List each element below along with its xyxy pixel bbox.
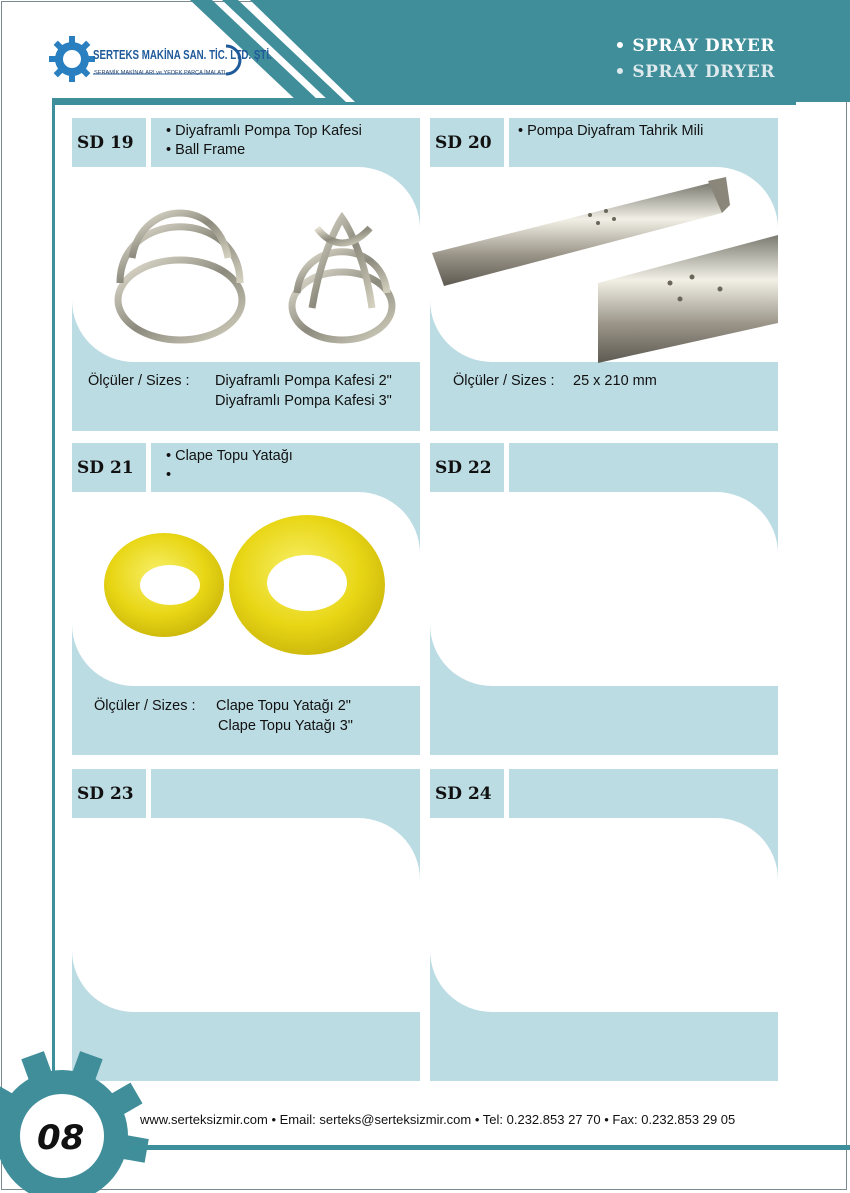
logo-tagline: SERAMİK MAKİNALARI ve YEDEK PARÇA İMALATI (94, 70, 226, 76)
header-title-line2: • SPRAY DRYER (614, 62, 775, 82)
size-value: Clape Topu Yatağı 3" (218, 718, 353, 734)
product-sizes (88, 371, 392, 409)
bullet-line: • Diyaframlı Pompa Top Kafesi (166, 123, 362, 139)
footer-divider (130, 1145, 850, 1150)
product-panel-sd22 (430, 443, 778, 755)
bullet-line: • Pompa Diyafram Tahrik Mili (518, 123, 704, 139)
sizes-label: Ölçüler / Sizes : (453, 373, 555, 389)
panel-image-area (430, 492, 778, 686)
sizes-label: Ölçüler / Sizes : (94, 698, 196, 714)
bullet-line: • Clape Topu Yatağı (166, 448, 293, 464)
product-panel-sd19 (72, 118, 420, 431)
yellow-seat-rings-photo (100, 515, 400, 665)
bullet-line: • (166, 467, 172, 483)
panel-image-area (72, 818, 420, 1012)
product-code: SD 19 (77, 133, 134, 153)
product-panel-sd20 (430, 118, 778, 431)
product-panel-sd21 (72, 443, 420, 755)
panel-image-area (430, 818, 778, 1012)
logo-company-name: SERTEKS MAKİNA SAN. TİC. LTD. ŞTİ. (93, 48, 272, 62)
bullet-line: • Ball Frame (166, 142, 246, 158)
product-code: SD 23 (77, 784, 134, 804)
size-value: 25 x 210 mm (573, 373, 657, 389)
drive-shaft-photo (430, 173, 778, 363)
product-code: SD 24 (435, 784, 492, 804)
product-description (166, 122, 362, 160)
size-value: Clape Topu Yatağı 2" (216, 698, 351, 714)
product-code: SD 20 (435, 133, 492, 153)
sizes-label: Ölçüler / Sizes : (88, 373, 190, 389)
product-panel-sd24 (430, 769, 778, 1081)
header-title-line1: • SPRAY DRYER (614, 36, 775, 56)
page-number: 08 (37, 1118, 85, 1158)
ball-frame-cages-photo (102, 178, 412, 348)
product-sizes (94, 696, 353, 734)
product-sizes (453, 371, 657, 391)
size-value: Diyaframlı Pompa Kafesi 3" (215, 393, 392, 409)
product-code: SD 22 (435, 458, 492, 478)
product-panel-sd23 (72, 769, 420, 1081)
product-code: SD 21 (77, 458, 134, 478)
size-value: Diyaframlı Pompa Kafesi 2" (215, 373, 392, 389)
footer-contact: www.serteksizmir.com • Email: serteks@serteksizmir.com • Tel: 0.232.853 27 70 • Fax: 0.232.853 29 05 (140, 1112, 736, 1127)
product-description (166, 447, 293, 485)
product-description (518, 122, 703, 141)
